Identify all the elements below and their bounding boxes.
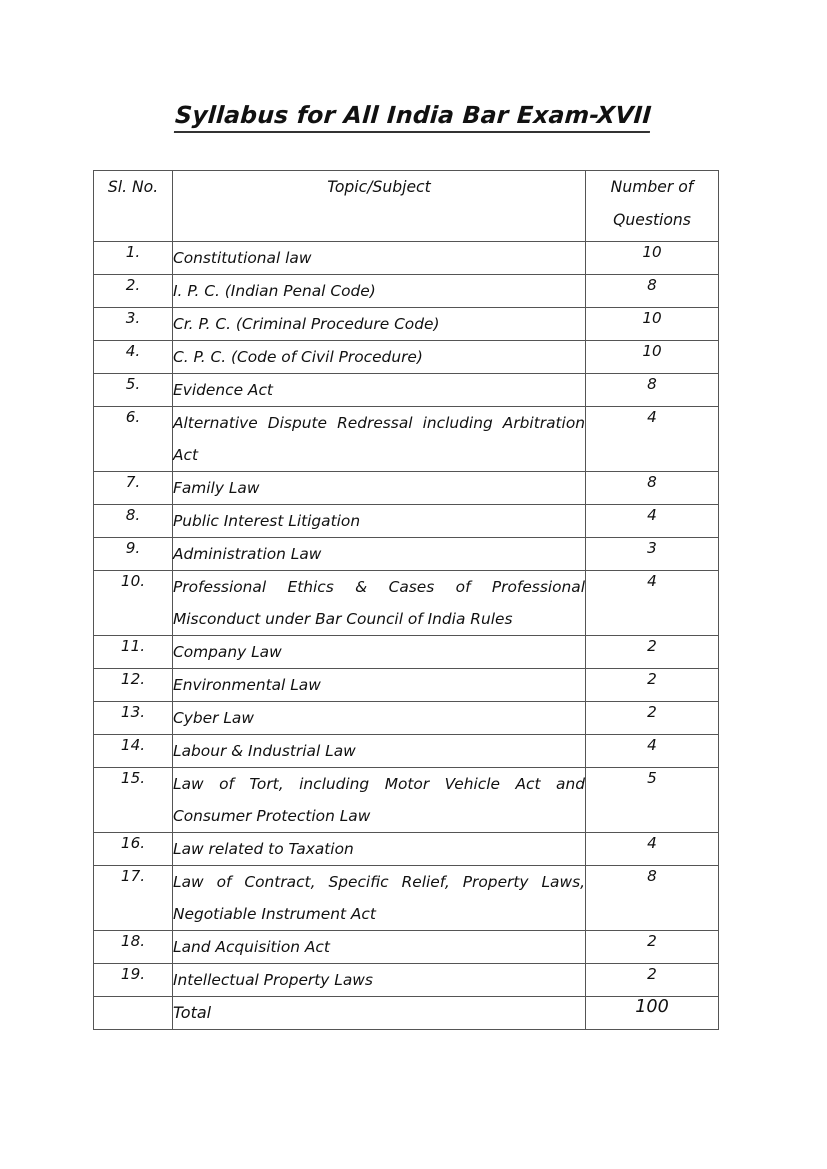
total-sl-no-cell [94, 997, 173, 1030]
table-row [94, 341, 719, 374]
row-sl-no: 10. [94, 571, 173, 636]
row-topic: Land Acquisition Act [173, 931, 586, 964]
table-row [94, 374, 719, 407]
column-header-sl-no-label: Sl. No. [107, 178, 159, 196]
table-row [94, 636, 719, 669]
row-sl-no: 12. [94, 669, 173, 702]
row-sl-no: 2. [94, 275, 173, 308]
row-questions: 4 [586, 571, 719, 636]
row-questions: 8 [586, 472, 719, 505]
row-topic: Administration Law [173, 538, 586, 571]
row-topic: Evidence Act [173, 374, 586, 407]
table-header-row [94, 171, 719, 242]
row-sl-no: 14. [94, 735, 173, 768]
row-topic: Law of Tort, including Motor Vehicle Act and Consumer Protection Law [173, 768, 586, 833]
row-questions: 2 [586, 964, 719, 997]
row-questions: 5 [586, 768, 719, 833]
row-sl-no: 6. [94, 407, 173, 472]
table-row [94, 275, 719, 308]
row-sl-no: 15. [94, 768, 173, 833]
table-row [94, 407, 719, 472]
table-total-row [94, 997, 719, 1030]
row-questions: 4 [586, 735, 719, 768]
row-sl-no: 7. [94, 472, 173, 505]
column-header-number-of-questions [586, 171, 719, 242]
row-questions: 8 [586, 275, 719, 308]
row-sl-no: 5. [94, 374, 173, 407]
row-questions: 10 [586, 308, 719, 341]
row-topic: Public Interest Litigation [173, 505, 586, 538]
table-row [94, 866, 719, 931]
row-questions: 2 [586, 931, 719, 964]
table-row [94, 308, 719, 341]
table-row [94, 505, 719, 538]
row-sl-no: 18. [94, 931, 173, 964]
row-questions: 8 [586, 866, 719, 931]
row-topic: Alternative Dispute Redressal including Arbitration Act [173, 407, 586, 472]
row-sl-no: 9. [94, 538, 173, 571]
row-sl-no: 19. [94, 964, 173, 997]
row-questions: 4 [586, 505, 719, 538]
column-header-questions-line2: Questions [613, 211, 691, 229]
table-row [94, 833, 719, 866]
row-sl-no: 8. [94, 505, 173, 538]
row-topic: I. P. C. (Indian Penal Code) [173, 275, 586, 308]
row-topic: Family Law [173, 472, 586, 505]
table-row [94, 931, 719, 964]
table-row [94, 702, 719, 735]
row-sl-no: 3. [94, 308, 173, 341]
row-questions: 4 [586, 407, 719, 472]
row-topic: Cyber Law [173, 702, 586, 735]
row-topic: Company Law [173, 636, 586, 669]
row-questions: 2 [586, 669, 719, 702]
row-questions: 4 [586, 833, 719, 866]
row-topic: Constitutional law [173, 242, 586, 275]
page-title-text: Syllabus for All India Bar Exam-XVII [174, 101, 653, 133]
row-questions: 2 [586, 636, 719, 669]
table-row [94, 472, 719, 505]
row-questions: 10 [586, 341, 719, 374]
table-body [94, 242, 719, 1030]
table-row [94, 571, 719, 636]
row-sl-no: 1. [94, 242, 173, 275]
row-questions: 2 [586, 702, 719, 735]
row-questions: 10 [586, 242, 719, 275]
row-sl-no: 16. [94, 833, 173, 866]
table-row [94, 735, 719, 768]
row-topic: Cr. P. C. (Criminal Procedure Code) [173, 308, 586, 341]
table-row [94, 768, 719, 833]
column-header-questions-line1: Number of [610, 178, 694, 196]
total-questions-cell: 100 [586, 997, 719, 1030]
table-row [94, 242, 719, 275]
column-header-topic [173, 171, 586, 242]
row-topic: Law of Contract, Specific Relief, Property Laws, Negotiable Instrument Act [173, 866, 586, 931]
column-header-sl-no [94, 171, 173, 242]
table-row [94, 538, 719, 571]
row-topic: Intellectual Property Laws [173, 964, 586, 997]
row-sl-no: 11. [94, 636, 173, 669]
row-sl-no: 17. [94, 866, 173, 931]
row-sl-no: 4. [94, 341, 173, 374]
row-topic: Labour & Industrial Law [173, 735, 586, 768]
row-sl-no: 13. [94, 702, 173, 735]
table-row [94, 669, 719, 702]
total-label-cell: Total [173, 997, 586, 1030]
row-topic: C. P. C. (Code of Civil Procedure) [173, 341, 586, 374]
page-title [0, 101, 827, 133]
row-questions: 3 [586, 538, 719, 571]
syllabus-table [93, 170, 719, 1030]
row-topic: Law related to Taxation [173, 833, 586, 866]
row-topic: Professional Ethics & Cases of Professional Misconduct under Bar Council of India Rules [173, 571, 586, 636]
table-row [94, 964, 719, 997]
row-topic: Environmental Law [173, 669, 586, 702]
row-questions: 8 [586, 374, 719, 407]
column-header-topic-label: Topic/Subject [327, 178, 431, 196]
